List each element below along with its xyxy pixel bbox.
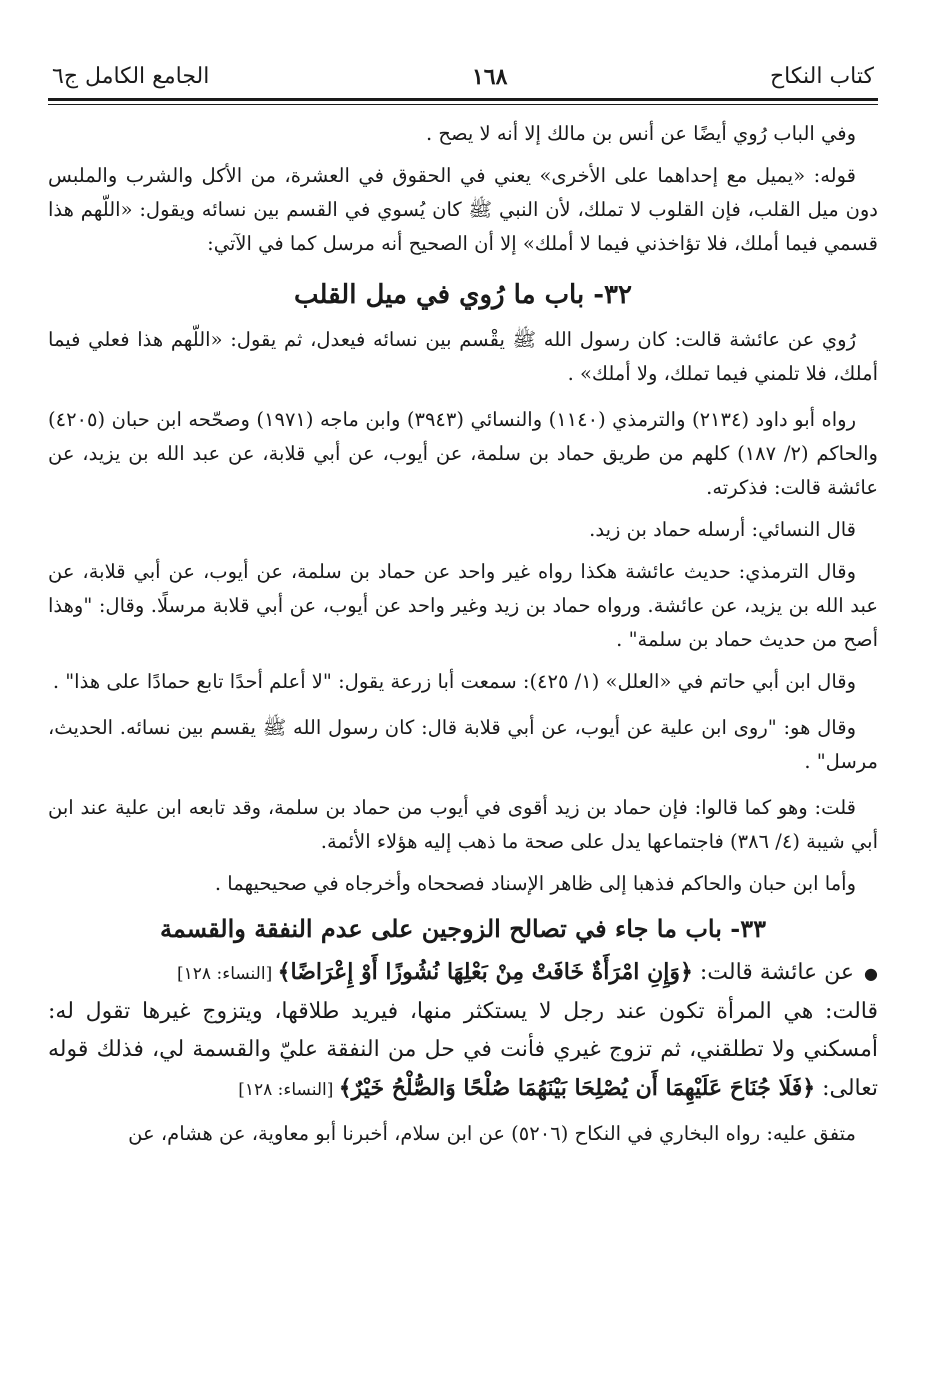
- paragraph-commentary: قوله: «يميل مع إحداهما على الأخرى» يعني في الحقوق في العشرة، من الأكل والشرب والملبس دون ميل القلب، فإن القلوب لا تملك، لأن النبي ﷺ كان يُسوي في القسم بين نسائه ويقول: «اللّهم هذا قسمي فيما أملك، فلا تؤاخذني فيما لا أملك» إلا أن الصحيح أنه مرسل كما في الآتي:: [48, 164, 878, 255]
- paragraph-hadith-aisha: رُوي عن عائشة قالت: كان رسول الله ﷺ يقْسم بين نسائه فيعدل، ثم يقول: «اللّهم هذا فعلي فيما أملك، فلا تلمني فيما تملك، ولا أملك» .: [48, 328, 878, 385]
- chapter-heading-32: ٣٢- باب ما رُوي في ميل القلب: [294, 280, 632, 310]
- paragraph-aisha-explanation: [48, 993, 878, 1109]
- explanation-text: قالت: هي المرأة تكون عند رجل لا يستكثر منها، فيريد طلاقها، ويتزوج غيرها تقول له: أمسكني ولا تطلقني، ثم تزوج غيري فأنت في حل من النفقة عليّ والقسمة لي، فذلك قوله تعالى:: [48, 999, 878, 1101]
- paragraph-aisha-verse: [48, 953, 878, 993]
- header-rule-thick: [48, 98, 878, 101]
- page-number: ١٦٨: [471, 64, 508, 90]
- paragraph-qultu: قلت: وهو كما قالوا: فإن حماد بن زيد أقوى في أيوب من حماد بن سلمة، وقد تابعه ابن علية عند ابن أبي شيبة (٤/ ٣٨٦) فاجتماعها يدل على صحة ما ذهب إليه هؤلاء الأئمة.: [48, 796, 878, 853]
- quran-verse-1: ﴿وَإِنِ امْرَأَةٌ خَافَتْ مِنْ بَعْلِهَا نُشُوزًا أَوْ إِعْرَاضًا﴾: [277, 959, 693, 985]
- paragraph-takhrij: رواه أبو داود (٢١٣٤) والترمذي (١١٤٠) والنسائي (٣٩٤٣) وابن ماجه (١٩٧١) وصحّحه ابن حبان (٤٢٠٥) والحاكم (٢/ ١٨٧) كلهم من طريق حماد بن سلمة، عن أيوب، عن أبي قلابة، عن عبد الله بن يزيد، عن عائشة قالت: فذكرته.: [48, 408, 878, 499]
- bullet-icon: ●: [864, 964, 878, 983]
- paragraph-muttafaq: متفق عليه: رواه البخاري في النكاح (٥٢٠٦) عن ابن سلام، أخبرنا أبو معاوية، عن هشام، عن: [128, 1122, 856, 1145]
- verse-intro: عن عائشة قالت:: [692, 960, 855, 985]
- paragraph-tirmidhi: وقال الترمذي: حديث عائشة هكذا رواه غير واحد عن حماد بن سلمة، عن أيوب، عن أبي قلابة، عن عبد الله بن يزيد، عن عائشة. ورواه حماد بن زيد وغير واحد عن أيوب، عن أبي قلابة مرسلًا. وقال: "وهذا أصح من حديث حماد بن سلمة" .: [48, 560, 878, 651]
- paragraph-ibn-hibban: وأما ابن حبان والحاكم فذهبا إلى ظاهر الإسناد فصححاه وأخرجاه في صحيحيهما .: [214, 872, 856, 895]
- quran-verse-2: ﴿فَلَا جُنَاحَ عَلَيْهِمَا أَن يُصْلِحَا بَيْنَهُمَا صُلْحًا وَالصُّلْحُ خَيْرٌ﴾: [338, 1075, 816, 1101]
- verse-reference-2: [النساء: ١٢٨]: [238, 1080, 339, 1100]
- running-header: [48, 62, 878, 98]
- chapter-heading-33: ٣٣- باب ما جاء في تصالح الزوجين على عدم النفقة والقسمة: [159, 914, 766, 943]
- paragraph-anas: وفي الباب رُوي أيضًا عن أنس بن مالك إلا أنه لا يصح .: [425, 122, 856, 145]
- header-rule-thin: [48, 104, 878, 105]
- header-book-title: كتاب النكاح: [769, 64, 874, 89]
- paragraph-ibn-abi-hatim: وقال ابن أبي حاتم في «العلل» (١/ ٤٢٥): سمعت أبا زرعة يقول: "لا أعلم أحدًا تابع حمادًا على هذا" .: [52, 670, 856, 693]
- verse-reference-1: [النساء: ١٢٨]: [177, 964, 278, 984]
- paragraph-ibn-ulayya: وقال هو: "روى ابن علية عن أيوب، عن أبي قلابة قال: كان رسول الله ﷺ يقسم بين نسائه. الحديث، مرسل" .: [48, 716, 878, 773]
- paragraph-nasai: قال النسائي: أرسله حماد بن زيد.: [589, 518, 856, 541]
- page-body: [48, 117, 878, 1151]
- header-volume-title: الجامع الكامل ج٦: [52, 64, 210, 89]
